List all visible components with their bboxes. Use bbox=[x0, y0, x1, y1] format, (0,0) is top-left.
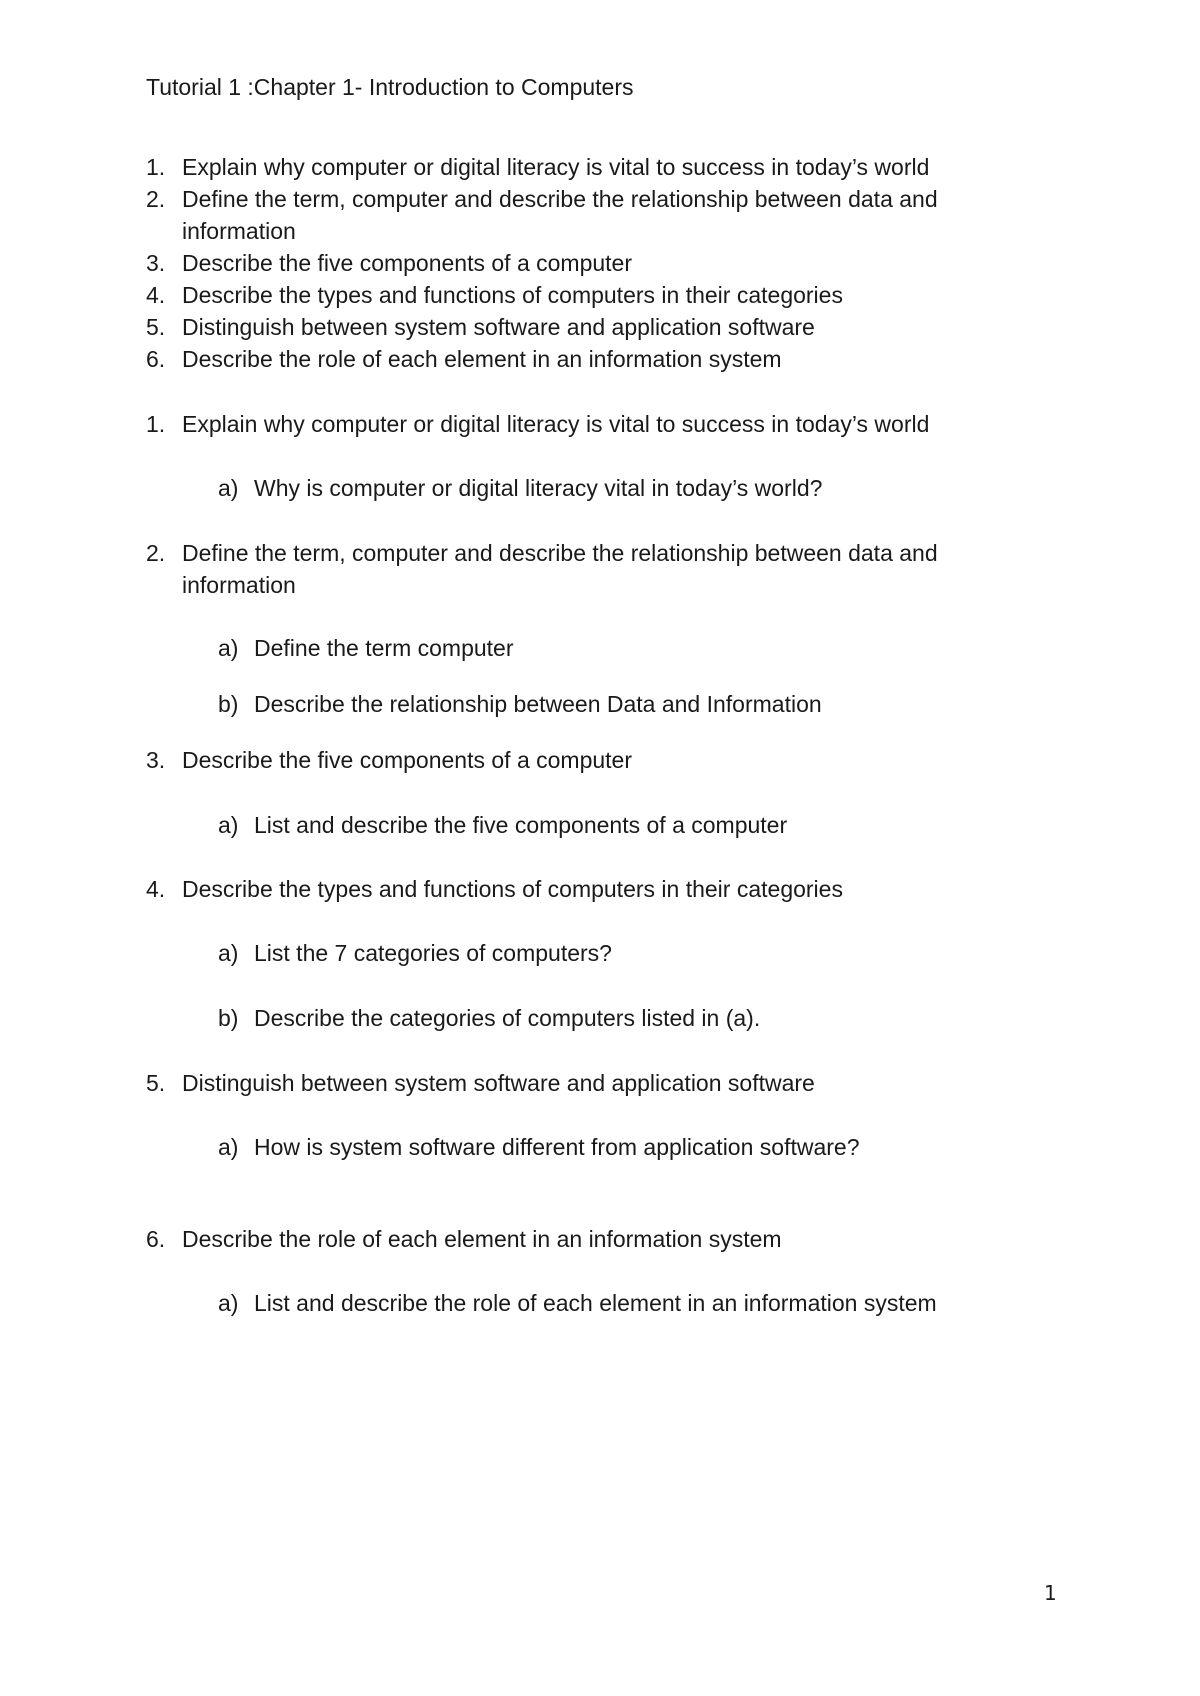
overview-item-number: 5. bbox=[146, 314, 166, 340]
overview-item-number: 2. bbox=[146, 186, 166, 212]
overview-item-text: Describe the five components of a computer bbox=[182, 250, 633, 276]
overview-item-text: Describe the types and functions of computers in their categories bbox=[182, 282, 843, 308]
question-text: List the 7 categories of computers? bbox=[254, 940, 612, 966]
question-label: a) bbox=[218, 940, 239, 966]
section-number: 2. bbox=[146, 540, 166, 566]
section-text: Describe the types and functions of computers in their categories bbox=[182, 876, 843, 902]
section-text: Describe the five components of a computer bbox=[182, 747, 633, 773]
overview-item-text: Explain why computer or digital literacy is vital to success in today’s world bbox=[182, 154, 930, 180]
question-label: b) bbox=[218, 1005, 239, 1031]
section-text: Distinguish between system software and application software bbox=[182, 1070, 815, 1096]
question-label: a) bbox=[218, 1290, 239, 1316]
question-label: a) bbox=[218, 812, 239, 838]
section-number: 6. bbox=[146, 1226, 166, 1252]
overview-item-text: information bbox=[182, 218, 296, 244]
section-text: Explain why computer or digital literacy is vital to success in today’s world bbox=[182, 411, 930, 437]
question-text: Why is computer or digital literacy vital in today’s world? bbox=[254, 475, 823, 501]
overview-item-number: 4. bbox=[146, 282, 166, 308]
question-text: How is system software different from application software? bbox=[254, 1134, 860, 1160]
question-label: a) bbox=[218, 1134, 239, 1160]
question-label: a) bbox=[218, 635, 239, 661]
overview-item-text: Describe the role of each element in an information system bbox=[182, 346, 782, 372]
section-number: 3. bbox=[146, 747, 166, 773]
question-text: List and describe the five components of a computer bbox=[254, 812, 788, 838]
overview-item-text: Distinguish between system software and application software bbox=[182, 314, 815, 340]
section-number: 1. bbox=[146, 411, 166, 437]
section-number: 5. bbox=[146, 1070, 166, 1096]
section-number: 4. bbox=[146, 876, 166, 902]
overview-item-text: Define the term, computer and describe the relationship between data and bbox=[182, 186, 938, 212]
section-text: information bbox=[182, 572, 296, 598]
question-text: Describe the categories of computers listed in (a). bbox=[254, 1005, 761, 1031]
page-title: Tutorial 1 :Chapter 1- Introduction to Computers bbox=[146, 74, 634, 100]
question-label: a) bbox=[218, 475, 239, 501]
question-text: List and describe the role of each element in an information system bbox=[254, 1290, 937, 1316]
section-text: Define the term, computer and describe the relationship between data and bbox=[182, 540, 938, 566]
question-label: b) bbox=[218, 691, 239, 717]
page-number: 1 bbox=[1044, 1581, 1057, 1605]
overview-item-number: 6. bbox=[146, 346, 166, 372]
question-text: Define the term computer bbox=[254, 635, 514, 661]
question-text: Describe the relationship between Data and Information bbox=[254, 691, 822, 717]
overview-item-number: 1. bbox=[146, 154, 166, 180]
overview-item-number: 3. bbox=[146, 250, 166, 276]
section-text: Describe the role of each element in an information system bbox=[182, 1226, 782, 1252]
